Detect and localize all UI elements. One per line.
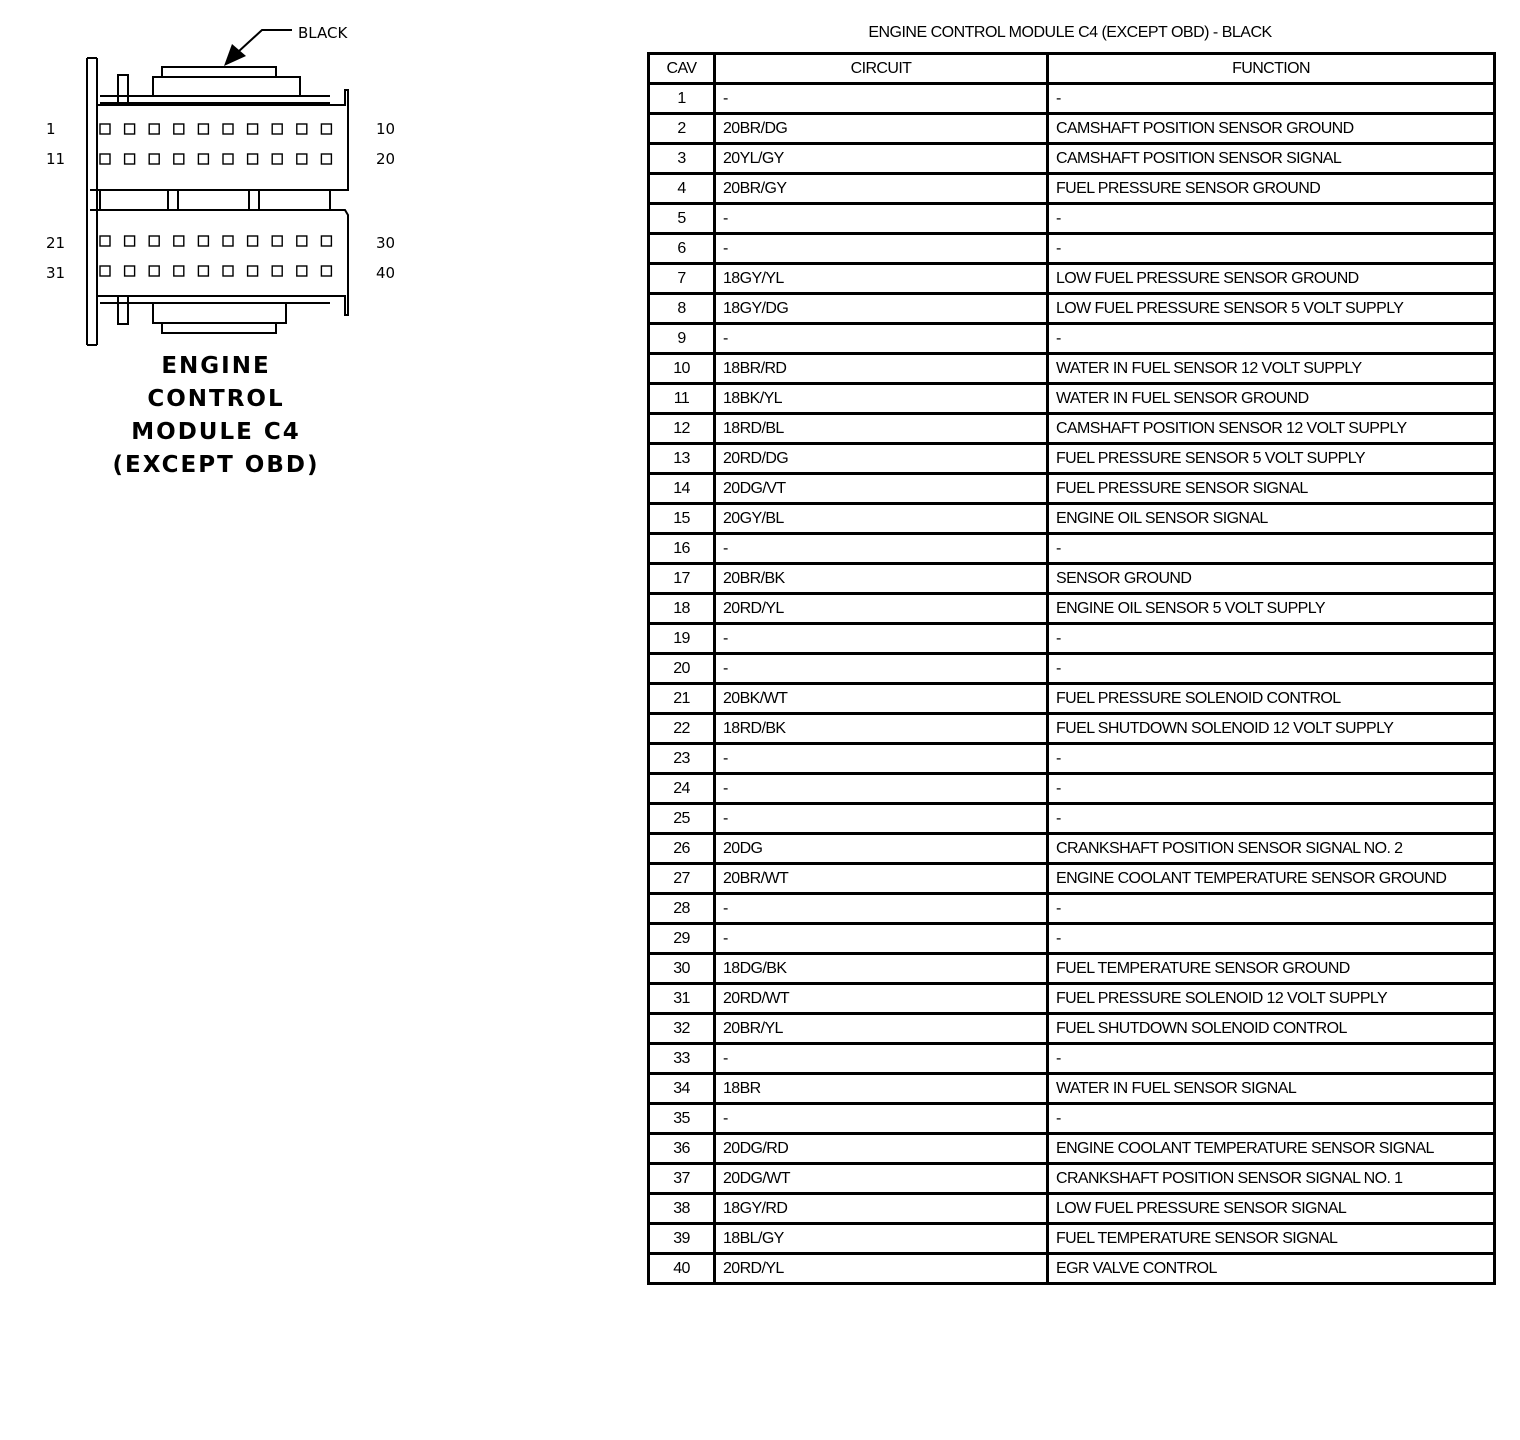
circuit-cell: 20BR/DG [715, 114, 1048, 144]
table-row [649, 204, 1495, 234]
pin-label-21: 21 [46, 234, 66, 252]
table-row [649, 594, 1495, 624]
circuit-cell: - [715, 204, 1048, 234]
function-cell: - [1048, 894, 1495, 924]
cavity-17 [248, 154, 258, 164]
function-cell: - [1048, 654, 1495, 684]
cav-cell: 22 [649, 714, 715, 744]
pin-label-31: 31 [46, 264, 66, 282]
function-cell: - [1048, 624, 1495, 654]
circuit-cell: 18GY/YL [715, 264, 1048, 294]
table-row [649, 1074, 1495, 1104]
cav-cell: 17 [649, 564, 715, 594]
function-cell: - [1048, 234, 1495, 264]
color-callout-label: BLACK [298, 24, 348, 42]
function-cell: CAMSHAFT POSITION SENSOR GROUND [1048, 114, 1495, 144]
cav-cell: 1 [649, 84, 715, 114]
function-cell: ENGINE OIL SENSOR 5 VOLT SUPPLY [1048, 594, 1495, 624]
circuit-cell: - [715, 534, 1048, 564]
circuit-cell: - [715, 744, 1048, 774]
function-cell: - [1048, 84, 1495, 114]
table-row [649, 234, 1495, 264]
circuit-cell: 20DG/RD [715, 1134, 1048, 1164]
cav-cell: 21 [649, 684, 715, 714]
table-row [649, 144, 1495, 174]
cav-cell: 12 [649, 414, 715, 444]
cav-cell: 35 [649, 1104, 715, 1134]
cavity-35 [198, 266, 208, 276]
circuit-cell: 18BR [715, 1074, 1048, 1104]
cavity-6 [223, 124, 233, 134]
cavity-14 [174, 154, 184, 164]
function-cell: EGR VALVE CONTROL [1048, 1254, 1495, 1284]
circuit-cell: 20RD/DG [715, 444, 1048, 474]
table-row [649, 414, 1495, 444]
pin-label-30: 30 [376, 234, 396, 252]
cav-cell: 19 [649, 624, 715, 654]
circuit-cell: - [715, 894, 1048, 924]
function-cell: ENGINE OIL SENSOR SIGNAL [1048, 504, 1495, 534]
cavity-23 [149, 236, 159, 246]
circuit-cell: 18BL/GY [715, 1224, 1048, 1254]
cavity-27 [248, 236, 258, 246]
header-cav: CAV [649, 54, 715, 84]
cavity-10 [321, 124, 331, 134]
table-row [649, 714, 1495, 744]
function-cell: - [1048, 204, 1495, 234]
pin-label-1: 1 [46, 120, 56, 138]
function-cell: ENGINE COOLANT TEMPERATURE SENSOR GROUND [1048, 864, 1495, 894]
connector-title-line: CONTROL [147, 386, 285, 412]
table-row [649, 924, 1495, 954]
cav-cell: 23 [649, 744, 715, 774]
function-cell: WATER IN FUEL SENSOR 12 VOLT SUPPLY [1048, 354, 1495, 384]
cav-cell: 32 [649, 1014, 715, 1044]
cavity-28 [272, 236, 282, 246]
cavity-8 [272, 124, 282, 134]
table-row [649, 324, 1495, 354]
table-row [649, 1134, 1495, 1164]
cavity-38 [272, 266, 282, 276]
cavity-24 [174, 236, 184, 246]
cav-cell: 8 [649, 294, 715, 324]
pin-label-11: 11 [46, 150, 66, 168]
function-cell: CAMSHAFT POSITION SENSOR 12 VOLT SUPPLY [1048, 414, 1495, 444]
cavity-19 [297, 154, 307, 164]
table-row [649, 504, 1495, 534]
table-row [649, 744, 1495, 774]
cavity-1 [100, 124, 110, 134]
table-row [649, 804, 1495, 834]
cav-cell: 30 [649, 954, 715, 984]
circuit-cell: 18DG/BK [715, 954, 1048, 984]
cav-cell: 36 [649, 1134, 715, 1164]
cav-cell: 20 [649, 654, 715, 684]
cavity-39 [297, 266, 307, 276]
cavity-40 [321, 266, 331, 276]
table-row [649, 984, 1495, 1014]
circuit-cell: - [715, 84, 1048, 114]
circuit-cell: 18BK/YL [715, 384, 1048, 414]
cavity-29 [297, 236, 307, 246]
circuit-cell: 20RD/YL [715, 594, 1048, 624]
connector-title-line: MODULE C4 [131, 419, 301, 445]
circuit-cell: 20RD/WT [715, 984, 1048, 1014]
cavity-32 [125, 266, 135, 276]
circuit-cell: - [715, 624, 1048, 654]
cavity-36 [223, 266, 233, 276]
circuit-cell: 20DG/WT [715, 1164, 1048, 1194]
cavity-9 [297, 124, 307, 134]
table-row [649, 864, 1495, 894]
table-row [649, 1014, 1495, 1044]
cav-cell: 15 [649, 504, 715, 534]
cav-cell: 34 [649, 1074, 715, 1104]
cav-cell: 13 [649, 444, 715, 474]
circuit-cell: - [715, 804, 1048, 834]
function-cell: - [1048, 324, 1495, 354]
table-row [649, 1104, 1495, 1134]
table-row [649, 774, 1495, 804]
cavity-grid [100, 124, 331, 276]
cav-cell: 37 [649, 1164, 715, 1194]
function-cell: CRANKSHAFT POSITION SENSOR SIGNAL NO. 2 [1048, 834, 1495, 864]
function-cell: - [1048, 1104, 1495, 1134]
cav-cell: 7 [649, 264, 715, 294]
cav-cell: 33 [649, 1044, 715, 1074]
table-row [649, 1164, 1495, 1194]
cav-cell: 16 [649, 534, 715, 564]
cavity-11 [100, 154, 110, 164]
function-cell: FUEL TEMPERATURE SENSOR GROUND [1048, 954, 1495, 984]
cavity-33 [149, 266, 159, 276]
cav-cell: 40 [649, 1254, 715, 1284]
circuit-cell: 20RD/YL [715, 1254, 1048, 1284]
cav-cell: 11 [649, 384, 715, 414]
function-cell: - [1048, 534, 1495, 564]
function-cell: ENGINE COOLANT TEMPERATURE SENSOR SIGNAL [1048, 1134, 1495, 1164]
cav-cell: 5 [649, 204, 715, 234]
function-cell: FUEL SHUTDOWN SOLENOID 12 VOLT SUPPLY [1048, 714, 1495, 744]
circuit-cell: - [715, 654, 1048, 684]
cavity-34 [174, 266, 184, 276]
function-cell: LOW FUEL PRESSURE SENSOR GROUND [1048, 264, 1495, 294]
function-cell: WATER IN FUEL SENSOR SIGNAL [1048, 1074, 1495, 1104]
cav-cell: 38 [649, 1194, 715, 1224]
table-row [649, 1194, 1495, 1224]
circuit-cell: - [715, 234, 1048, 264]
cav-cell: 3 [649, 144, 715, 174]
table-row [649, 1044, 1495, 1074]
circuit-cell: - [715, 924, 1048, 954]
table-row [649, 444, 1495, 474]
cav-cell: 31 [649, 984, 715, 1014]
function-cell: - [1048, 1044, 1495, 1074]
circuit-cell: 20BR/GY [715, 174, 1048, 204]
table-header-row [649, 54, 1495, 84]
table-row [649, 474, 1495, 504]
connector-housing [87, 58, 348, 345]
cav-cell: 27 [649, 864, 715, 894]
pin-label-20: 20 [376, 150, 396, 168]
table-row [649, 564, 1495, 594]
circuit-cell: 18GY/RD [715, 1194, 1048, 1224]
circuit-cell: 20BR/BK [715, 564, 1048, 594]
cav-cell: 26 [649, 834, 715, 864]
cav-cell: 9 [649, 324, 715, 354]
table-row [649, 894, 1495, 924]
cavity-20 [321, 154, 331, 164]
circuit-cell: 20DG [715, 834, 1048, 864]
cav-cell: 28 [649, 894, 715, 924]
circuit-cell: - [715, 774, 1048, 804]
circuit-cell: 20BR/YL [715, 1014, 1048, 1044]
cav-cell: 14 [649, 474, 715, 504]
header-function: FUNCTION [1048, 54, 1495, 84]
function-cell: SENSOR GROUND [1048, 564, 1495, 594]
cav-cell: 10 [649, 354, 715, 384]
circuit-cell: 20YL/GY [715, 144, 1048, 174]
cavity-12 [125, 154, 135, 164]
circuit-cell: 18RD/BL [715, 414, 1048, 444]
cavity-3 [149, 124, 159, 134]
function-cell: - [1048, 774, 1495, 804]
cavity-2 [125, 124, 135, 134]
function-cell: - [1048, 744, 1495, 774]
table-row [649, 264, 1495, 294]
cavity-13 [149, 154, 159, 164]
table-row [649, 354, 1495, 384]
circuit-cell: - [715, 324, 1048, 354]
connector-title [60, 350, 372, 482]
cav-cell: 6 [649, 234, 715, 264]
function-cell: FUEL TEMPERATURE SENSOR SIGNAL [1048, 1224, 1495, 1254]
table-row [649, 114, 1495, 144]
function-cell: FUEL SHUTDOWN SOLENOID CONTROL [1048, 1014, 1495, 1044]
circuit-cell: 20DG/VT [715, 474, 1048, 504]
cavity-5 [198, 124, 208, 134]
function-cell: FUEL PRESSURE SOLENOID 12 VOLT SUPPLY [1048, 984, 1495, 1014]
cav-cell: 24 [649, 774, 715, 804]
cavity-31 [100, 266, 110, 276]
circuit-cell: 18RD/BK [715, 714, 1048, 744]
function-cell: FUEL PRESSURE SENSOR GROUND [1048, 174, 1495, 204]
table-row [649, 1224, 1495, 1254]
circuit-cell: 20BR/WT [715, 864, 1048, 894]
cav-cell: 29 [649, 924, 715, 954]
function-cell: CRANKSHAFT POSITION SENSOR SIGNAL NO. 1 [1048, 1164, 1495, 1194]
black-callout-arrow [224, 30, 292, 66]
connector-diagram [0, 0, 620, 360]
circuit-cell: 20GY/BL [715, 504, 1048, 534]
header-circuit: CIRCUIT [715, 54, 1048, 84]
table-row [649, 384, 1495, 414]
function-cell: WATER IN FUEL SENSOR GROUND [1048, 384, 1495, 414]
table-row [649, 84, 1495, 114]
circuit-cell: - [715, 1044, 1048, 1074]
circuit-cell: 20BK/WT [715, 684, 1048, 714]
table-row [649, 294, 1495, 324]
cav-cell: 25 [649, 804, 715, 834]
cav-cell: 4 [649, 174, 715, 204]
table-row [649, 1254, 1495, 1284]
connector-title-line: ENGINE [161, 353, 271, 379]
cavity-25 [198, 236, 208, 246]
cavity-26 [223, 236, 233, 246]
pin-label-40: 40 [376, 264, 396, 282]
function-cell: FUEL PRESSURE SOLENOID CONTROL [1048, 684, 1495, 714]
cavity-15 [198, 154, 208, 164]
function-cell: FUEL PRESSURE SENSOR 5 VOLT SUPPLY [1048, 444, 1495, 474]
function-cell: CAMSHAFT POSITION SENSOR SIGNAL [1048, 144, 1495, 174]
pin-label-10: 10 [376, 120, 396, 138]
cav-cell: 18 [649, 594, 715, 624]
table-row [649, 624, 1495, 654]
table-row [649, 954, 1495, 984]
cav-cell: 2 [649, 114, 715, 144]
cav-cell: 39 [649, 1224, 715, 1254]
circuit-cell: 18GY/DG [715, 294, 1048, 324]
cavity-21 [100, 236, 110, 246]
cavity-7 [248, 124, 258, 134]
function-cell: FUEL PRESSURE SENSOR SIGNAL [1048, 474, 1495, 504]
table-row [649, 174, 1495, 204]
cavity-30 [321, 236, 331, 246]
table-row [649, 534, 1495, 564]
circuit-cell: 18BR/RD [715, 354, 1048, 384]
circuit-cell: - [715, 1104, 1048, 1134]
function-cell: LOW FUEL PRESSURE SENSOR 5 VOLT SUPPLY [1048, 294, 1495, 324]
table-title: ENGINE CONTROL MODULE C4 (EXCEPT OBD) - BLACK [868, 24, 1272, 41]
function-cell: LOW FUEL PRESSURE SENSOR SIGNAL [1048, 1194, 1495, 1224]
cavity-4 [174, 124, 184, 134]
cavity-37 [248, 266, 258, 276]
function-cell: - [1048, 804, 1495, 834]
cavity-22 [125, 236, 135, 246]
connector-title-line: (EXCEPT OBD) [112, 452, 320, 478]
function-cell: - [1048, 924, 1495, 954]
cavity-18 [272, 154, 282, 164]
cavity-16 [223, 154, 233, 164]
table-row [649, 654, 1495, 684]
table-row [649, 684, 1495, 714]
pinout-table [647, 52, 1496, 1285]
table-row [649, 834, 1495, 864]
